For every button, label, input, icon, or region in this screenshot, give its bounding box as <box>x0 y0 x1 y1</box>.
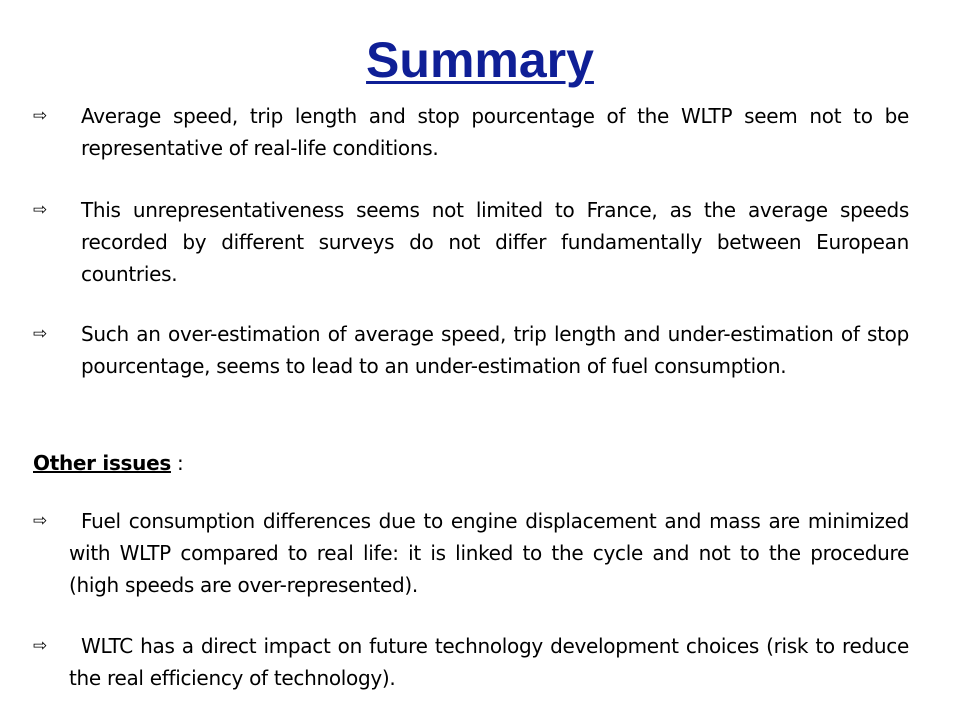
other-issues-suffix: : <box>170 451 184 475</box>
bullet-text: WLTC has a direct impact on future technology development choices (risk to reduce the real efficiency of technology). <box>69 634 909 690</box>
other-issues-label: Other issues <box>33 451 171 475</box>
issue-bullet-2 <box>33 630 909 694</box>
summary-bullet-3 <box>33 318 909 382</box>
bullet-text: Average speed, trip length and stop pourcentage of the WLTP seem not to be representative of real-life conditions. <box>81 104 909 160</box>
right-arrow-outline-icon: ⇨ <box>33 324 47 344</box>
right-arrow-outline-icon: ⇨ <box>33 636 47 656</box>
bullet-text: This unrepresentativeness seems not limited to France, as the average speeds recorded by different surveys do not differ fundamentally between European countries. <box>81 198 909 286</box>
summary-bullet-1 <box>33 100 909 164</box>
right-arrow-outline-icon: ⇨ <box>33 106 47 126</box>
other-issues-heading <box>33 447 183 479</box>
bullet-text: Such an over-estimation of average speed, trip length and under-estimation of stop pourcentage, seems to lead to an under-estimation of fuel consumption. <box>81 322 909 378</box>
summary-bullet-2 <box>33 194 909 290</box>
page-title: Summary <box>366 32 594 88</box>
right-arrow-outline-icon: ⇨ <box>33 511 47 531</box>
right-arrow-outline-icon: ⇨ <box>33 200 47 220</box>
issue-bullet-1 <box>33 505 909 601</box>
bullet-text: Fuel consumption differences due to engine displacement and mass are minimized with WLTP compared to real life: it is linked to the cycle and not to the procedure (high speeds are over-represented). <box>69 509 909 597</box>
